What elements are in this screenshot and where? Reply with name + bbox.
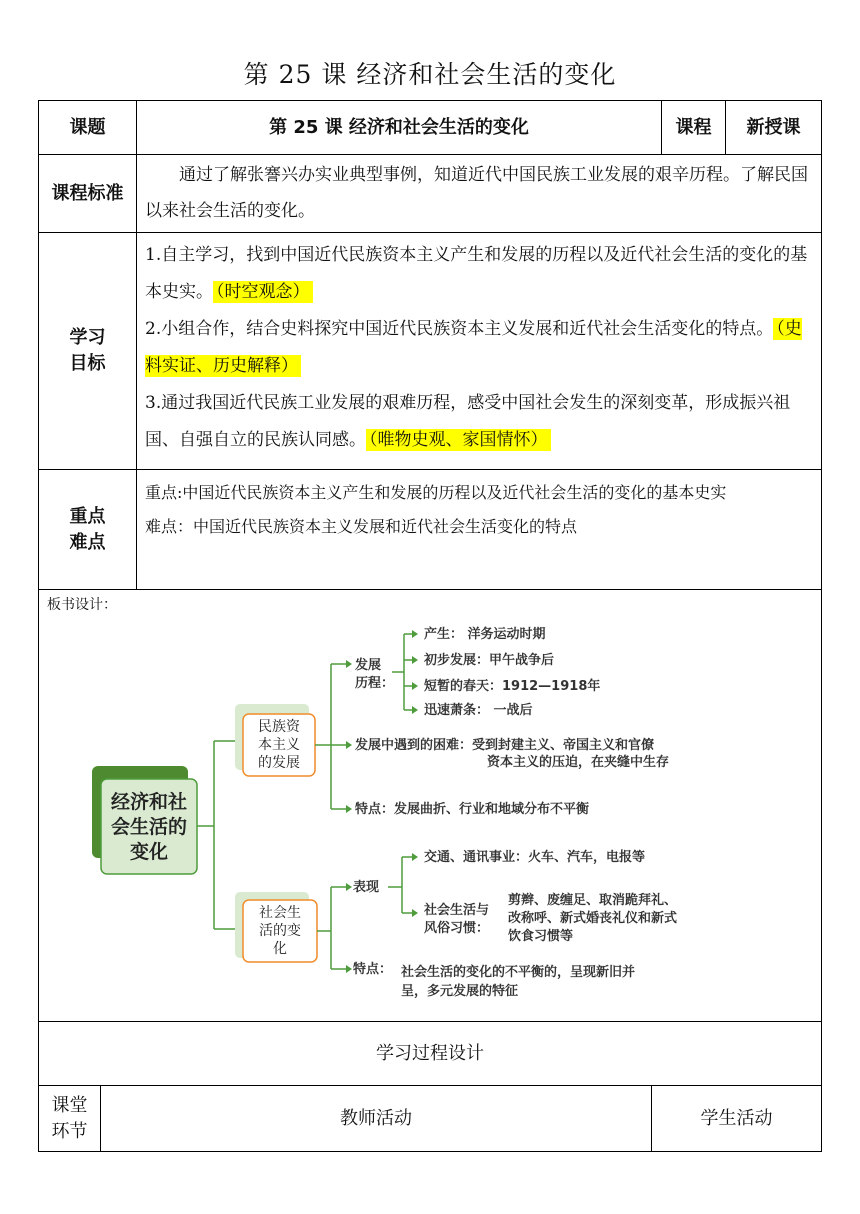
objective-item-2: 2.小组合作，结合史料探究中国近代民族资本主义发展和近代社会生活变化的特点。 （史料实证、历史解释） — [145, 319, 802, 376]
objective-tag-2: （史料实证、历史解释） — [145, 319, 802, 376]
b1-dev-label-2: 历程： — [355, 676, 395, 691]
b2-show-item2-text-1: 剪辫、废缠足、取消跪拜礼、 — [508, 893, 678, 908]
b2-show-item2-text-3: 饮食习惯等 — [508, 929, 574, 944]
branch1-line-2: 本主义 — [258, 737, 300, 753]
branch1-line-3: 的发展 — [258, 755, 300, 771]
b1-dev-item-4: 迅速萧条： 一战后 — [424, 703, 533, 718]
standard-text: 通过了解张謇兴办实业典型事例，知道近代中国民族工业发展的艰辛历程。了解民国以来社会生活的变化。 — [145, 165, 808, 221]
process-col2-cell: 教师活动 — [100, 1085, 652, 1152]
topic-value-cell: 第 25 课 经济和社会生活的变化 — [136, 100, 662, 155]
b2-show-label: 表现 — [353, 880, 380, 895]
process-title-cell: 学习过程设计 — [38, 1021, 822, 1086]
objective-item-3: 3.通过我国近代民族工业发展的艰难历程，感受中国社会发生的深刻变革，形成振兴祖国、自强自立的民族认同感。 （唯物史观、家国情怀） — [145, 393, 791, 450]
objective-item-1: 1.自主学习，找到中国近代民族资本主义产生和发展的历程以及近代社会生活的变化的基本史实。 （时空观念） — [145, 245, 808, 302]
b1-difficulty-2: 资本主义的压迫，在夹缝中生存 — [487, 755, 670, 770]
course-value-cell: 新授课 — [725, 100, 822, 155]
key-point-text: 重点:中国近代民族资本主义产生和发展的历程以及近代社会生活的变化的基本史实 — [145, 483, 727, 502]
branch2-line-2: 活的变 — [259, 923, 301, 939]
b2-show-item2-label-2: 风俗习惯： — [424, 921, 490, 936]
standard-label-cell: 课程标准 — [38, 154, 137, 233]
b2-feature-label: 特点： — [353, 962, 393, 977]
process-col3-cell: 学生活动 — [651, 1085, 822, 1152]
board-design-label: 板书设计： — [47, 597, 117, 613]
b1-dev-label-1: 发展 — [355, 658, 382, 673]
root-line-3: 变化 — [129, 841, 169, 863]
b2-show-item2-label-1: 社会生活与 — [424, 903, 490, 918]
difficult-point-text: 难点：中国近代民族资本主义发展和近代社会生活变化的特点 — [145, 517, 578, 536]
branch1-line-1: 民族资 — [258, 719, 300, 735]
objectives-label-line1: 学习 — [69, 327, 106, 348]
b2-show-item-1: 交通、通讯事业：火车、汽车，电报等 — [424, 850, 646, 865]
b1-dev-item-1: 产生： 洋务运动时期 — [424, 627, 546, 642]
objective-tag-3: （唯物史观、家国情怀） — [366, 429, 551, 451]
course-label-cell: 课程 — [661, 100, 726, 155]
b1-difficulty-1: 发展中遇到的困难：受到封建主义、帝国主义和官僚 — [355, 738, 655, 753]
objectives-label-line2: 目标 — [69, 353, 106, 374]
process-col1-cell — [38, 1085, 101, 1152]
document-title: 第 25 课 经济和社会生活的变化 — [243, 60, 617, 89]
b1-dev-item-2: 初步发展：甲午战争后 — [424, 653, 555, 668]
keypoints-label-line1: 重点 — [69, 505, 106, 527]
objective-tag-1: （时空观念） — [213, 281, 313, 303]
b2-feature-text-1: 社会生活的变化的不平衡的，呈现新旧并 — [401, 965, 636, 980]
branch2-line-1: 社会生 — [259, 905, 301, 921]
b2-feature-text-2: 呈，多元发展的特征 — [401, 984, 519, 999]
keypoints-label-line2: 难点 — [69, 531, 106, 553]
root-line-1: 经济和社 — [110, 791, 188, 813]
topic-label-cell: 课题 — [38, 100, 137, 155]
process-col1-line1: 课堂 — [51, 1094, 88, 1116]
branch2-line-3: 化 — [273, 941, 287, 957]
b1-dev-item-3: 短暂的春天：1912—1918年 — [424, 679, 601, 694]
b2-show-item2-text-2: 改称呼、新式婚丧礼仪和新式 — [508, 911, 678, 926]
b1-feature: 特点：发展曲折、行业和地域分布不平衡 — [355, 802, 590, 817]
root-line-2: 会生活的 — [110, 816, 188, 838]
process-col1-line2: 环节 — [51, 1120, 88, 1142]
